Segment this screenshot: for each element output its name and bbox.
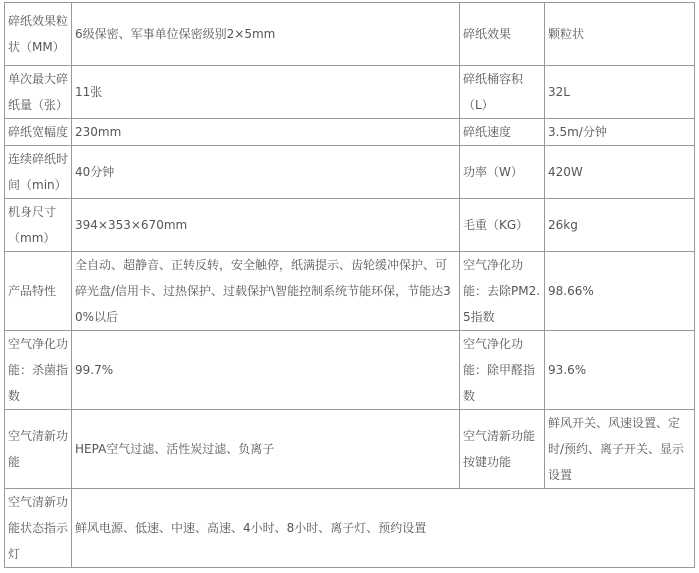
table-row xyxy=(5,119,695,146)
table-row xyxy=(5,3,695,66)
spec-label: 空气净化功能：除甲醛指数 xyxy=(460,331,545,410)
spec-value: 鲜风电源、低速、中速、高速、4小时、8小时、离子灯、预约设置 xyxy=(72,489,695,568)
spec-value: 6级保密、军事单位保密级别2×5mm xyxy=(72,3,460,66)
spec-label: 空气净化功能：去除PM2.5指数 xyxy=(460,252,545,331)
spec-label: 碎纸效果 xyxy=(460,3,545,66)
spec-label: 碎纸速度 xyxy=(460,119,545,146)
spec-label: 空气清新功能状态指示灯 xyxy=(5,489,72,568)
spec-label: 毛重（KG） xyxy=(460,199,545,252)
table-row xyxy=(5,331,695,410)
spec-label: 单次最大碎纸量（张） xyxy=(5,66,72,119)
spec-value: 40分钟 xyxy=(72,146,460,199)
table-row xyxy=(5,66,695,119)
spec-value: 93.6% xyxy=(545,331,695,410)
spec-value: 3.5m/分钟 xyxy=(545,119,695,146)
spec-value: 颗粒状 xyxy=(545,3,695,66)
spec-label: 碎纸宽幅度 xyxy=(5,119,72,146)
spec-label: 连续碎纸时间（min） xyxy=(5,146,72,199)
table-row xyxy=(5,146,695,199)
spec-label: 空气清新功能 xyxy=(5,410,72,489)
spec-label: 碎纸桶容积（L） xyxy=(460,66,545,119)
spec-value: 98.66% xyxy=(545,252,695,331)
table-row xyxy=(5,410,695,489)
spec-label: 碎纸效果粒状（MM） xyxy=(5,3,72,66)
spec-value: 11张 xyxy=(72,66,460,119)
spec-value: 420W xyxy=(545,146,695,199)
spec-value: 394×353×670mm xyxy=(72,199,460,252)
spec-value: 99.7% xyxy=(72,331,460,410)
spec-table xyxy=(4,2,695,568)
spec-label: 空气净化功能：杀菌指数 xyxy=(5,331,72,410)
spec-value: HEPA空气过滤、活性炭过滤、负离子 xyxy=(72,410,460,489)
spec-label: 机身尺寸（mm） xyxy=(5,199,72,252)
spec-value: 230mm xyxy=(72,119,460,146)
spec-label: 产品特性 xyxy=(5,252,72,331)
spec-value: 全自动、超静音、正转反转，安全触停，纸满提示、齿轮缓冲保护、可碎光盘/信用卡、过热保护、过载保护\智能控制系统节能环保，节能达30%以后 xyxy=(72,252,460,331)
table-row xyxy=(5,199,695,252)
spec-value: 32L xyxy=(545,66,695,119)
table-row xyxy=(5,252,695,331)
spec-value: 26kg xyxy=(545,199,695,252)
spec-label: 空气清新功能按键功能 xyxy=(460,410,545,489)
spec-label: 功率（W） xyxy=(460,146,545,199)
spec-value: 鲜风开关、风速设置、定时/预约、离子开关、显示设置 xyxy=(545,410,695,489)
table-row xyxy=(5,489,695,568)
